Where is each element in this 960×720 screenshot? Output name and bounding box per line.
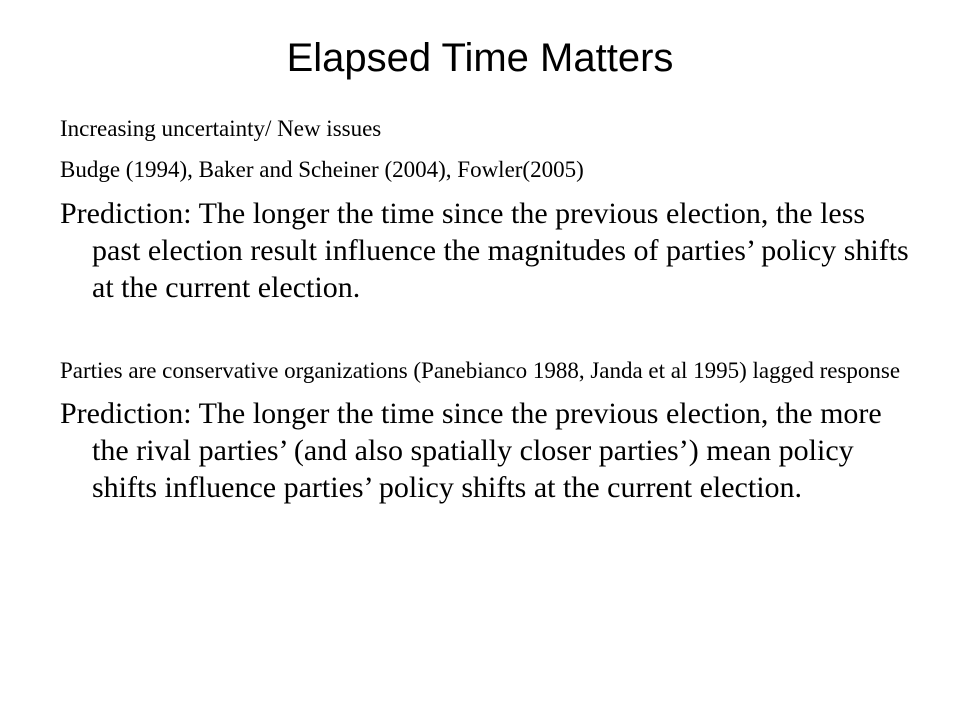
bullet-citations: Budge (1994), Baker and Scheiner (2004), Fowler(2005)	[60, 157, 584, 182]
prediction-1: Prediction: The longer the time since the previous election, the less past election result influence the magnitudes of parties’ policy shifts at the current election.	[60, 197, 909, 304]
bullet-uncertainty: Increasing uncertainty/ New issues	[60, 116, 382, 141]
slide-title: Elapsed Time Matters	[286, 36, 674, 80]
bullet-conservative-organizations: Parties are conservative organizations (Panebianco 1988, Janda et al 1995) lagged response	[60, 358, 901, 383]
slide-body	[60, 110, 920, 506]
prediction-2: Prediction: The longer the time since the previous election, the more the rival parties’ (and also spatially closer parties’) mean policy shifts influence parties’ policy shifts at the current election.	[60, 397, 882, 504]
